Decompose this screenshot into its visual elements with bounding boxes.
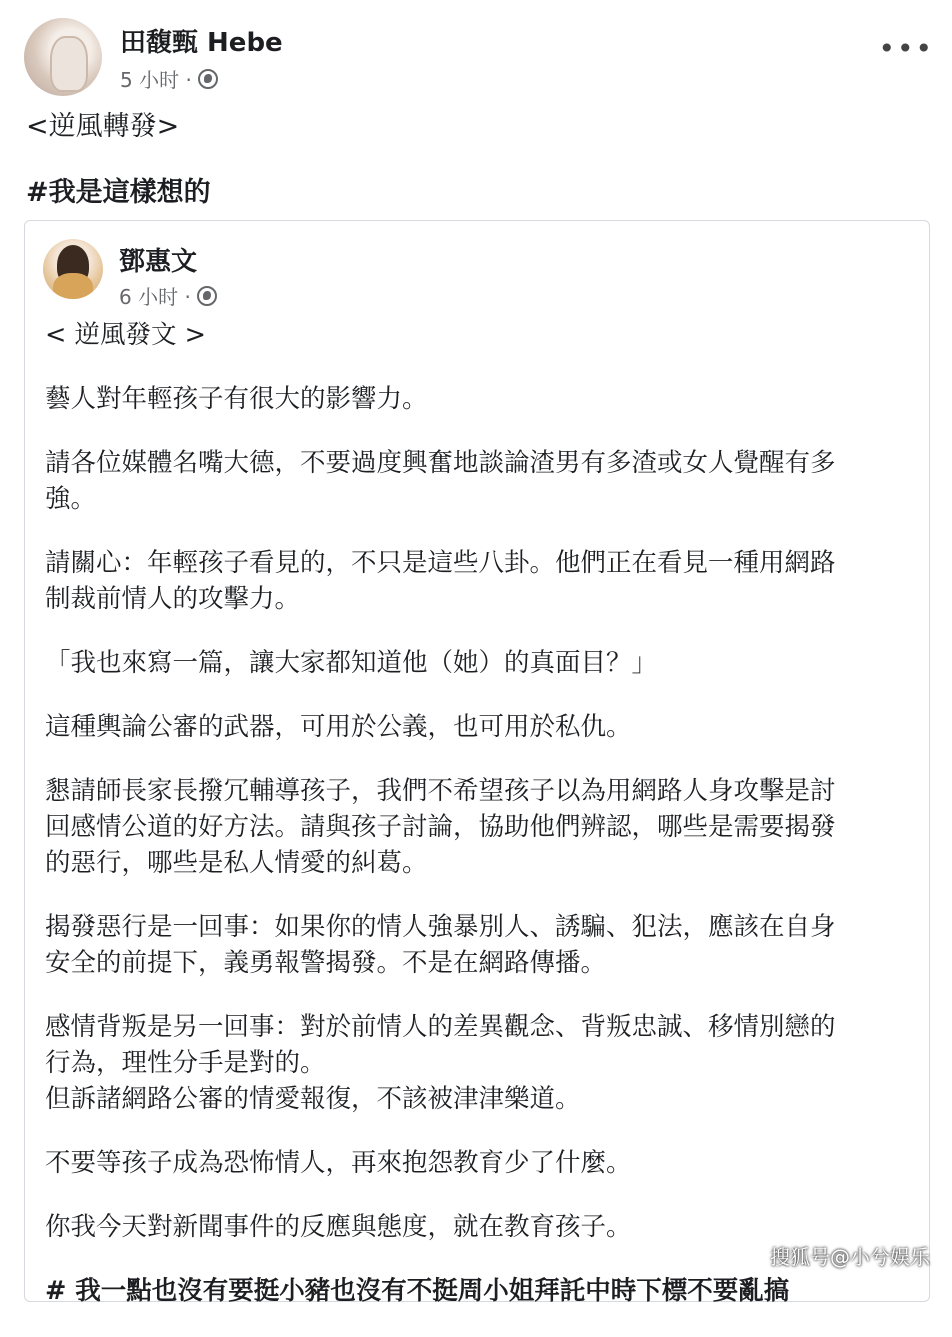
post-author[interactable]: 田馥甄 Hebe [120,28,283,58]
shared-post-author[interactable]: 鄧惠文 [119,247,198,277]
post-paragraph: 不要等孩子成為恐怖情人，再來抱怨教育少了什麼。 [45,1148,632,1178]
post-paragraph: 藝人對年輕孩子有很大的影響力。 [45,384,428,414]
post-paragraph: 「我也來寫一篇，讓大家都知道他（她）的真面目？」 [45,648,658,678]
post-paragraph: 感情背叛是另一回事：對於前情人的差異觀念、背叛忠誠、移情別戀的 行為，理性分手是對的。 [45,1012,836,1078]
shared-post-card[interactable] [24,220,930,1306]
post-paragraph: 但訴諸網路公審的情愛報復，不該被津津樂道。 [45,1084,581,1114]
post-paragraph: 揭發惡行是一回事：如果你的情人強暴別人、誘騙、犯法，應該在自身 安全的前提下，義勇報警揭發。不是在網路傳播。 [45,912,836,978]
shared-author-avatar[interactable] [43,239,103,299]
post-paragraph: 請關心：年輕孩子看見的，不只是這些八卦。他們正在看見一種用網路 制裁前情人的攻擊力。 [45,548,836,614]
post-header [24,18,934,98]
globe-icon [197,286,217,306]
avatar-figure [50,36,88,92]
shared-post-body [45,317,915,1337]
repost-tag: <逆風轉發> [26,111,180,142]
shared-post-time[interactable]: 6 小时 · [119,285,191,309]
post-paragraph: 你我今天對新聞事件的反應與態度，就在教育孩子。 [45,1212,632,1242]
post-paragraph: 懇請師長家長撥冗輔導孩子，我們不希望孩子以為用網路人身攻擊是討 回感情公道的好方法。請與孩子討論，協助他們辨認，哪些是需要揭發 的惡行，哪些是私人情愛的糾葛。 [45,776,836,878]
more-options-icon[interactable]: ••• [878,32,934,65]
avatar-body [53,273,93,299]
watermark: 搜狐号@小兮娱乐 [770,1245,930,1269]
globe-icon [198,69,218,89]
post-hashtag-line: # 我一點也沒有要挺小豬也沒有不挺周小姐拜託中時下標不要亂搞 [45,1276,790,1306]
shared-post-meta [119,281,217,310]
post-paragraph: 請各位媒體名嘴大德，不要過度興奮地談論渣男有多渣或女人覺醒有多 強。 [45,448,836,514]
post-hashtag[interactable]: #我是這樣想的 [26,177,211,208]
post-meta [120,64,218,93]
post-paragraph: < 逆風發文 > [45,320,206,350]
post-time[interactable]: 5 小时 · [120,68,192,92]
post-paragraph: 這種輿論公審的武器，可用於公義，也可用於私仇。 [45,712,632,742]
author-avatar[interactable] [24,18,102,96]
